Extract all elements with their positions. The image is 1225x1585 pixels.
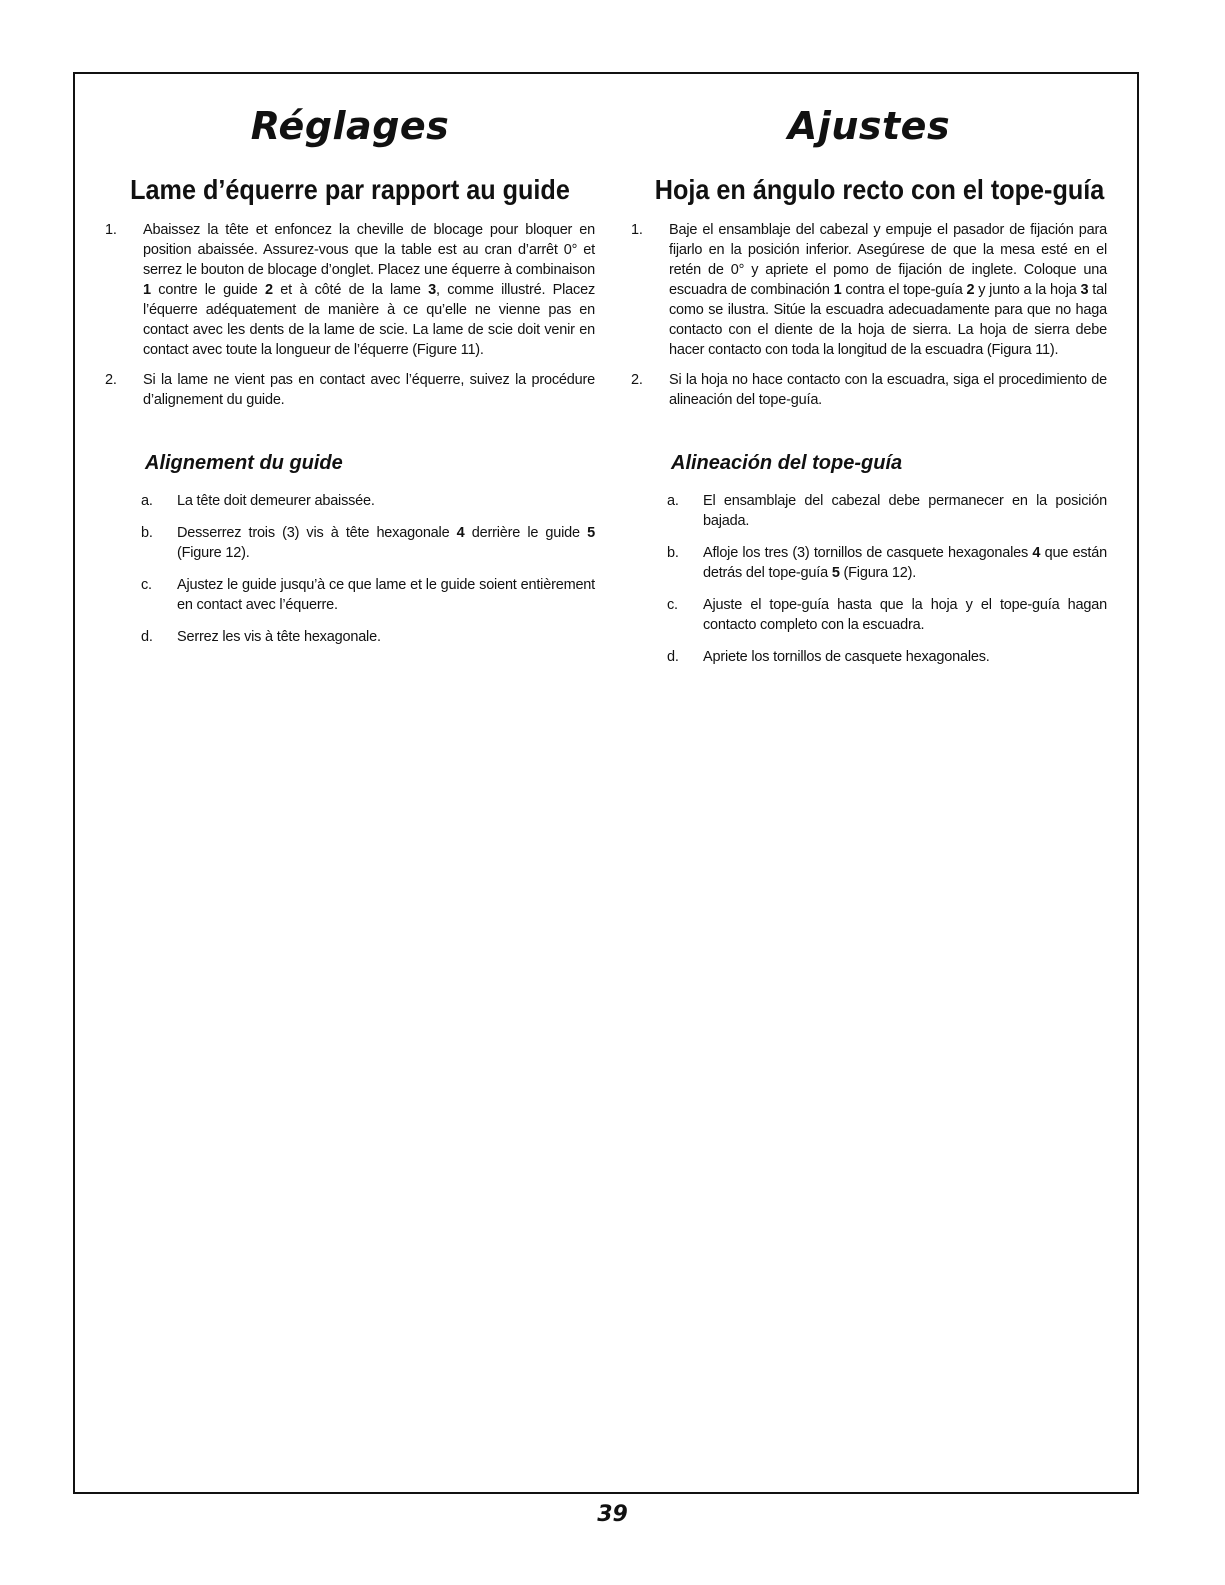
step-letter: c. bbox=[141, 577, 152, 593]
spanish-column bbox=[631, 74, 1107, 679]
french-sub-steps bbox=[105, 491, 595, 647]
step-number: 2. bbox=[105, 372, 117, 388]
french-heading: Lame d’équerre par rapport au guide bbox=[130, 174, 570, 205]
step-letter: c. bbox=[667, 597, 678, 613]
step-letter: b. bbox=[141, 525, 153, 541]
step-letter: a. bbox=[667, 493, 679, 509]
french-step-1: 1. Abaissez la tête et enfoncez la cheville de blocage pour bloquer en position abaissée. Assurez-vous que la table est au cran d’arrêt 0° et serrez le bouton de blocage d’onglet. Placez une équerre à combinaison 1 contre le guide 2 et à côté de la lame 3, comme illustré. Placez l’équerre adéquatement de manière à ce qu’elle ne vienne pas en contact avec les dents de la lame de scie. La lame de scie doit venir en contact avec toute la longueur de l’équerre (Figure 11). bbox=[105, 222, 595, 358]
step-number: 2. bbox=[631, 372, 643, 388]
spanish-step-2: 2. Si la hoja no hace contacto con la escuadra, siga el procedimiento de alineación del tope-guía. bbox=[631, 372, 1107, 408]
step-number: 1. bbox=[105, 222, 117, 238]
spanish-sub-steps bbox=[631, 491, 1107, 667]
spanish-steps bbox=[631, 220, 1107, 410]
step-letter: a. bbox=[141, 493, 153, 509]
page-frame bbox=[73, 72, 1139, 1494]
french-sub-heading: Alignement du guide bbox=[145, 452, 343, 474]
spanish-sub-step-b: b. Afloje los tres (3) tornillos de casquete hexagonales 4 que están detrás del tope-guía 5 (Figura 12). bbox=[667, 545, 1107, 581]
french-column bbox=[105, 74, 595, 659]
spanish-heading: Hoja en ángulo recto con el tope-guía bbox=[654, 174, 1105, 205]
spanish-sub-step-c: c. Ajuste el tope-guía hasta que la hoja y el tope-guía hagan contacto completo con la escuadra. bbox=[667, 597, 1107, 633]
step-letter: d. bbox=[141, 629, 153, 645]
step-letter: d. bbox=[667, 649, 679, 665]
spanish-step-1: 1. Baje el ensamblaje del cabezal y empuje el pasador de fijación para fijarlo en la posición inferior. Asegúrese de que la mesa esté en el retén de 0° y apriete el pomo de fijación de inglete. Coloque una escuadra de combinación 1 contra el tope-guía 2 y junto a la hoja 3 tal como se ilustra. Sitúe la escuadra adecuadamente para que no haga contacto con el diente de la hoja de sierra. La hoja de sierra debe hacer contacto con toda la longitud de la escuadra (Figura 11). bbox=[631, 222, 1108, 358]
french-step-2: 2. Si la lame ne vient pas en contact avec l’équerre, suivez la procédure d’alignement du guide. bbox=[105, 372, 595, 408]
spanish-sub-heading: Alineación del tope-guía bbox=[671, 452, 903, 474]
french-steps bbox=[105, 220, 595, 410]
spanish-sub-step-d: d. Apriete los tornillos de casquete hexagonales. bbox=[667, 649, 990, 665]
step-letter: b. bbox=[667, 545, 679, 561]
french-sub-step-a: a. La tête doit demeurer abaissée. bbox=[141, 493, 375, 509]
step-number: 1. bbox=[631, 222, 643, 238]
french-sub-step-b: b. Desserrez trois (3) vis à tête hexagonale 4 derrière le guide 5 (Figure 12). bbox=[141, 525, 595, 561]
spanish-section-title: Ajustes bbox=[787, 104, 951, 148]
french-sub-step-d: d. Serrez les vis à tête hexagonale. bbox=[141, 629, 381, 645]
page-number: 39 bbox=[597, 1502, 628, 1527]
spanish-sub-step-a: a. El ensamblaje del cabezal debe permanecer en la posición bajada. bbox=[667, 493, 1107, 529]
french-sub-step-c: c. Ajustez le guide jusqu’à ce que lame et le guide soient entièrement en contact avec l’équerre. bbox=[141, 577, 595, 613]
french-section-title: Réglages bbox=[250, 104, 450, 148]
